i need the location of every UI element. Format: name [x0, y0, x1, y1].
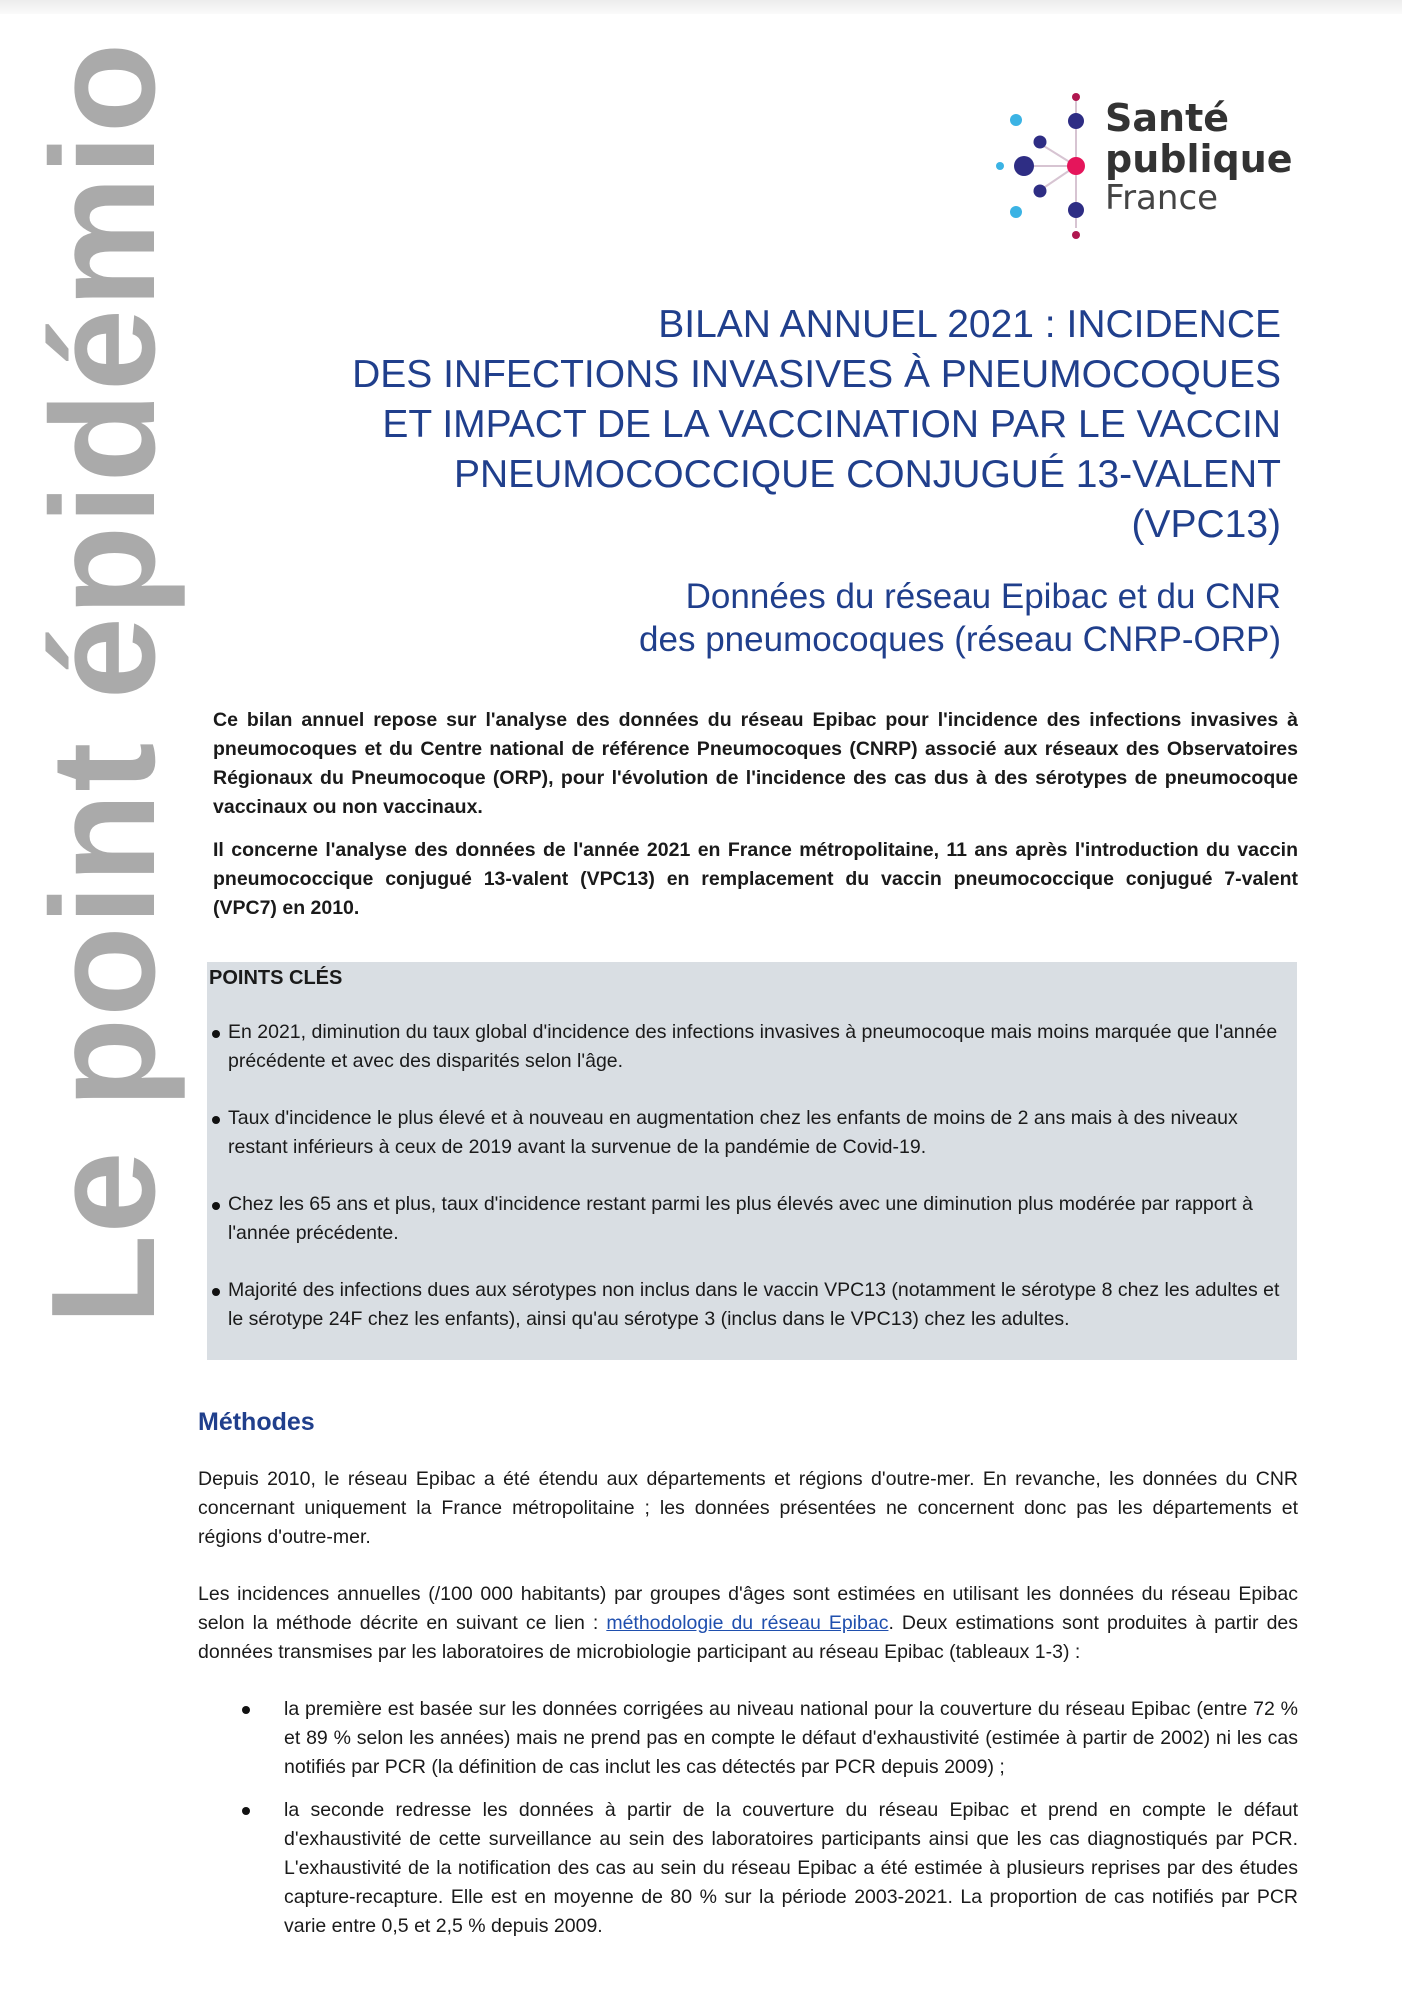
- key-point-item: Chez les 65 ans et plus, taux d'incidence restant parmi les plus élevés avec une diminution plus modérée par rapport à l'année précédente.: [209, 1190, 1294, 1248]
- methods-paragraph-1: Depuis 2010, le réseau Epibac a été étendu aux départements et régions d'outre-mer. En revanche, les données du CNR concernant uniquement la France métropolitaine ; les données présentées ne concernent donc pas les départements et régions d'outre-mer.: [198, 1468, 1298, 1548]
- title-line: DES INFECTIONS INVASIVES À PNEUMOCOQUES: [352, 353, 1281, 396]
- epibac-methodology-link[interactable]: méthodologie du réseau Epibac: [606, 1612, 889, 1634]
- logo-molecule-icon: [990, 88, 1100, 248]
- title-line: (VPC13): [1131, 503, 1281, 546]
- intro-paragraph-1: Ce bilan annuel repose sur l'analyse des données du réseau Epibac pour l'incidence des infections invasives à pneumocoques et du Centre national de référence Pneumocoques (CNRP) associé aux réseaux des Observatoires Régionaux du Pneumocoque (ORP), pour l'évolution de l'incidence des cas dus à des sérotypes de pneumocoque vaccinaux ou non vaccinaux.: [213, 709, 1298, 818]
- key-points-box: [207, 962, 1297, 1360]
- publication-series-label: Le point épidémio: [21, 41, 186, 1325]
- key-point-item: En 2021, diminution du taux global d'incidence des infections invasives à pneumocoque mais moins marquée que l'année précédente et avec des disparités selon l'âge.: [209, 1018, 1294, 1076]
- methods-heading: Méthodes: [198, 1408, 315, 1436]
- methods-bullet: la première est basée sur les données corrigées au niveau national pour la couverture du réseau Epibac (entre 72 % et 89 % selon les années) mais ne prend pas en compte le défaut d'exhaustivité (estimée à partir de 2002) ni les cas notifiés par PCR (la définition de cas inclut les cas détectés par PCR depuis 2009) ;: [198, 1695, 1298, 1782]
- logo-wordmark: Santé publique France: [1105, 96, 1293, 219]
- sante-publique-france-logo: [990, 88, 1293, 248]
- title-line: BILAN ANNUEL 2021 : INCIDENCE: [658, 303, 1281, 346]
- title-line: ET IMPACT DE LA VACCINATION PAR LE VACCIN: [382, 403, 1281, 446]
- page-top-edge: [0, 0, 1402, 14]
- key-points-heading: POINTS CLÉS: [209, 967, 343, 989]
- intro-summary: [213, 706, 1298, 937]
- document-subtitle: Données du réseau Epibac et du CNR des pneumocoques (réseau CNRP-ORP): [639, 577, 1281, 659]
- key-point-item: Majorité des infections dues aux sérotypes non inclus dans le vaccin VPC13 (notamment le sérotype 8 chez les adultes et le sérotype 24F chez les enfants), ainsi qu'au sérotype 3 (inclus dans le VPC13) chez les adultes.: [209, 1276, 1294, 1334]
- intro-paragraph-2: Il concerne l'analyse des données de l'année 2021 en France métropolitaine, 11 ans après l'introduction du vaccin pneumococcique conjugué 13-valent (VPC13) en remplacement du vaccin pneumococcique conjugué 7-valent (VPC7) en 2010.: [213, 839, 1298, 919]
- key-points-list: [209, 1018, 1294, 1362]
- methods-section: [198, 1465, 1298, 1955]
- methods-bullet: la seconde redresse les données à partir de la couverture du réseau Epibac et prend en compte le défaut d'exhaustivité de cette surveillance au sein des laboratoires participants ainsi que les cas diagnostiqués par PCR. L'exhaustivité de la notification des cas au sein du réseau Epibac a été estimée à plusieurs reprises par des études capture-recapture. Elle est en moyenne de 80 % sur la période 2003-2021. La proportion de cas notifiés par PCR varie entre 0,5 et 2,5 % depuis 2009.: [198, 1796, 1298, 1941]
- methods-paragraph-2: Les incidences annuelles (/100 000 habitants) par groupes d'âges sont estimées en utilisant les données du réseau Epibac selon la méthode décrite en suivant ce lien : méthodologie du réseau Epibac. Deux estimations sont produites à partir des données transmises par les laboratoires de microbiologie participant au réseau Epibac (tableaux 1-3) :: [198, 1583, 1299, 1663]
- document-title: [221, 300, 1281, 550]
- methods-bullet-list: [198, 1695, 1298, 1941]
- key-point-item: Taux d'incidence le plus élevé et à nouveau en augmentation chez les enfants de moins de 2 ans mais à des niveaux restant inférieurs à ceux de 2019 avant la survenue de la pandémie de Covid-19.: [209, 1104, 1294, 1162]
- title-line: PNEUMOCOCCIQUE CONJUGUÉ 13-VALENT: [453, 453, 1281, 496]
